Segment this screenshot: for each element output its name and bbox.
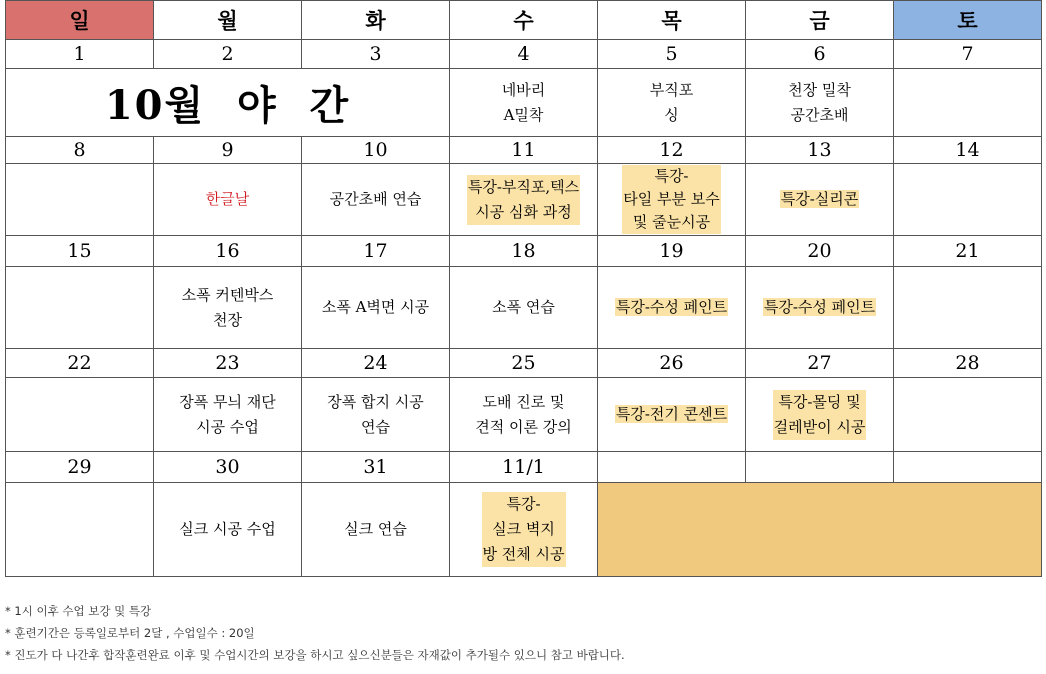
special-lecture-text: 특강- 실크 벽지 방 전체 시공 <box>482 492 566 567</box>
event-cell <box>746 164 894 236</box>
event-cell <box>894 69 1042 137</box>
event-text: 소폭 커텐박스 천장 <box>181 285 274 329</box>
date-cell: 16 <box>154 236 302 267</box>
weekday-header-row <box>6 1 1042 40</box>
date-cell: 30 <box>154 452 302 483</box>
date-cell: 11 <box>450 137 598 164</box>
event-cell <box>302 483 450 577</box>
event-cell <box>302 378 450 452</box>
event-text: 장폭 무늬 재단 시공 수업 <box>179 392 276 436</box>
weekday-wed: 수 <box>450 1 598 40</box>
event-cell <box>450 378 598 452</box>
date-cell <box>598 452 746 483</box>
special-lecture-text: 특강- 타일 부분 보수 및 줄눈시공 <box>622 165 720 234</box>
date-cell <box>746 452 894 483</box>
event-cell <box>894 267 1042 349</box>
week-1-dates <box>6 40 1042 69</box>
weekday-sat: 토 <box>894 1 1042 40</box>
week-2-dates <box>6 137 1042 164</box>
event-cell <box>6 483 154 577</box>
date-cell: 25 <box>450 349 598 378</box>
event-cell <box>154 164 302 236</box>
event-text: 부직포 싱 <box>649 80 694 124</box>
week-1-events <box>6 69 1042 137</box>
date-cell: 12 <box>598 137 746 164</box>
date-cell: 11/1 <box>450 452 598 483</box>
event-text: 장폭 합지 시공 연습 <box>327 392 424 436</box>
event-cell <box>450 69 598 137</box>
event-text: 공간초배 연습 <box>329 190 422 208</box>
event-cell <box>746 69 894 137</box>
date-cell: 22 <box>6 349 154 378</box>
event-cell <box>598 69 746 137</box>
footnote-line: * 1시 이후 수업 보강 및 특강 <box>5 604 152 618</box>
event-text: 천장 밀착 공간초배 <box>788 80 851 124</box>
footnotes <box>5 600 625 666</box>
date-cell: 3 <box>302 40 450 69</box>
event-cell <box>6 164 154 236</box>
week-2-events <box>6 164 1042 236</box>
event-cell <box>598 164 746 236</box>
date-cell: 14 <box>894 137 1042 164</box>
event-cell <box>598 378 746 452</box>
event-text: 소폭 연습 <box>492 298 555 316</box>
event-cell <box>894 378 1042 452</box>
date-cell: 17 <box>302 236 450 267</box>
week-3-events <box>6 267 1042 349</box>
footnote-line: * 진도가 다 나간후 합작훈련완료 이후 및 수업시간의 보강을 하시고 싶으신분들은 자재값이 추가될수 있으니 참고 바랍니다. <box>5 648 625 662</box>
week-4-dates <box>6 349 1042 378</box>
event-cell <box>746 378 894 452</box>
holiday-text: 한글날 <box>205 190 250 208</box>
event-cell <box>302 164 450 236</box>
event-text: 소폭 A벽면 시공 <box>321 298 430 316</box>
date-cell: 8 <box>6 137 154 164</box>
date-cell: 29 <box>6 452 154 483</box>
event-cell <box>154 267 302 349</box>
date-cell: 19 <box>598 236 746 267</box>
date-cell: 23 <box>154 349 302 378</box>
event-cell <box>6 267 154 349</box>
date-cell: 6 <box>746 40 894 69</box>
week-4-events <box>6 378 1042 452</box>
event-cell <box>450 483 598 577</box>
event-cell <box>450 267 598 349</box>
date-cell: 15 <box>6 236 154 267</box>
week-5-dates <box>6 452 1042 483</box>
event-cell <box>894 164 1042 236</box>
date-cell: 5 <box>598 40 746 69</box>
footnote-line: * 훈련기간은 등록일로부터 2달 , 수업일수 : 20일 <box>5 626 255 640</box>
event-text: 실크 시공 수업 <box>179 520 276 538</box>
event-cell <box>598 267 746 349</box>
date-cell: 31 <box>302 452 450 483</box>
calendar-table <box>5 0 1042 577</box>
weekday-thu: 목 <box>598 1 746 40</box>
month-title: 10월 야 간 <box>104 82 351 129</box>
date-cell: 24 <box>302 349 450 378</box>
event-cell <box>450 164 598 236</box>
date-cell: 10 <box>302 137 450 164</box>
date-cell: 13 <box>746 137 894 164</box>
date-cell: 1 <box>6 40 154 69</box>
month-title-cell <box>6 69 450 137</box>
weekday-tue: 화 <box>302 1 450 40</box>
special-lecture-text: 특강-실리콘 <box>780 190 859 208</box>
date-cell: 27 <box>746 349 894 378</box>
event-cell <box>746 267 894 349</box>
special-lecture-text: 특강-부직포,텍스 시공 심화 과정 <box>467 175 580 225</box>
event-cell <box>154 483 302 577</box>
date-cell: 28 <box>894 349 1042 378</box>
weekday-sun: 일 <box>6 1 154 40</box>
date-cell: 20 <box>746 236 894 267</box>
event-cell <box>6 378 154 452</box>
weekday-mon: 월 <box>154 1 302 40</box>
event-cell <box>154 378 302 452</box>
week-5-events <box>6 483 1042 577</box>
date-cell: 26 <box>598 349 746 378</box>
date-cell: 9 <box>154 137 302 164</box>
weekday-fri: 금 <box>746 1 894 40</box>
event-text: 실크 연습 <box>344 520 407 538</box>
event-text: 네바리 A밀착 <box>501 80 546 124</box>
week-3-dates <box>6 236 1042 267</box>
event-text: 도배 진로 및 견적 이론 강의 <box>475 392 572 436</box>
special-lecture-text: 특강-수성 페인트 <box>763 298 876 316</box>
date-cell <box>894 452 1042 483</box>
date-cell: 21 <box>894 236 1042 267</box>
special-lecture-text: 특강-전기 콘센트 <box>615 405 728 423</box>
filled-empty-block <box>598 483 1042 577</box>
event-cell <box>302 267 450 349</box>
date-cell: 2 <box>154 40 302 69</box>
date-cell: 4 <box>450 40 598 69</box>
special-lecture-text: 특강-몰딩 및 걸레받이 시공 <box>773 390 867 440</box>
date-cell: 18 <box>450 236 598 267</box>
date-cell: 7 <box>894 40 1042 69</box>
special-lecture-text: 특강-수성 페인트 <box>615 298 728 316</box>
